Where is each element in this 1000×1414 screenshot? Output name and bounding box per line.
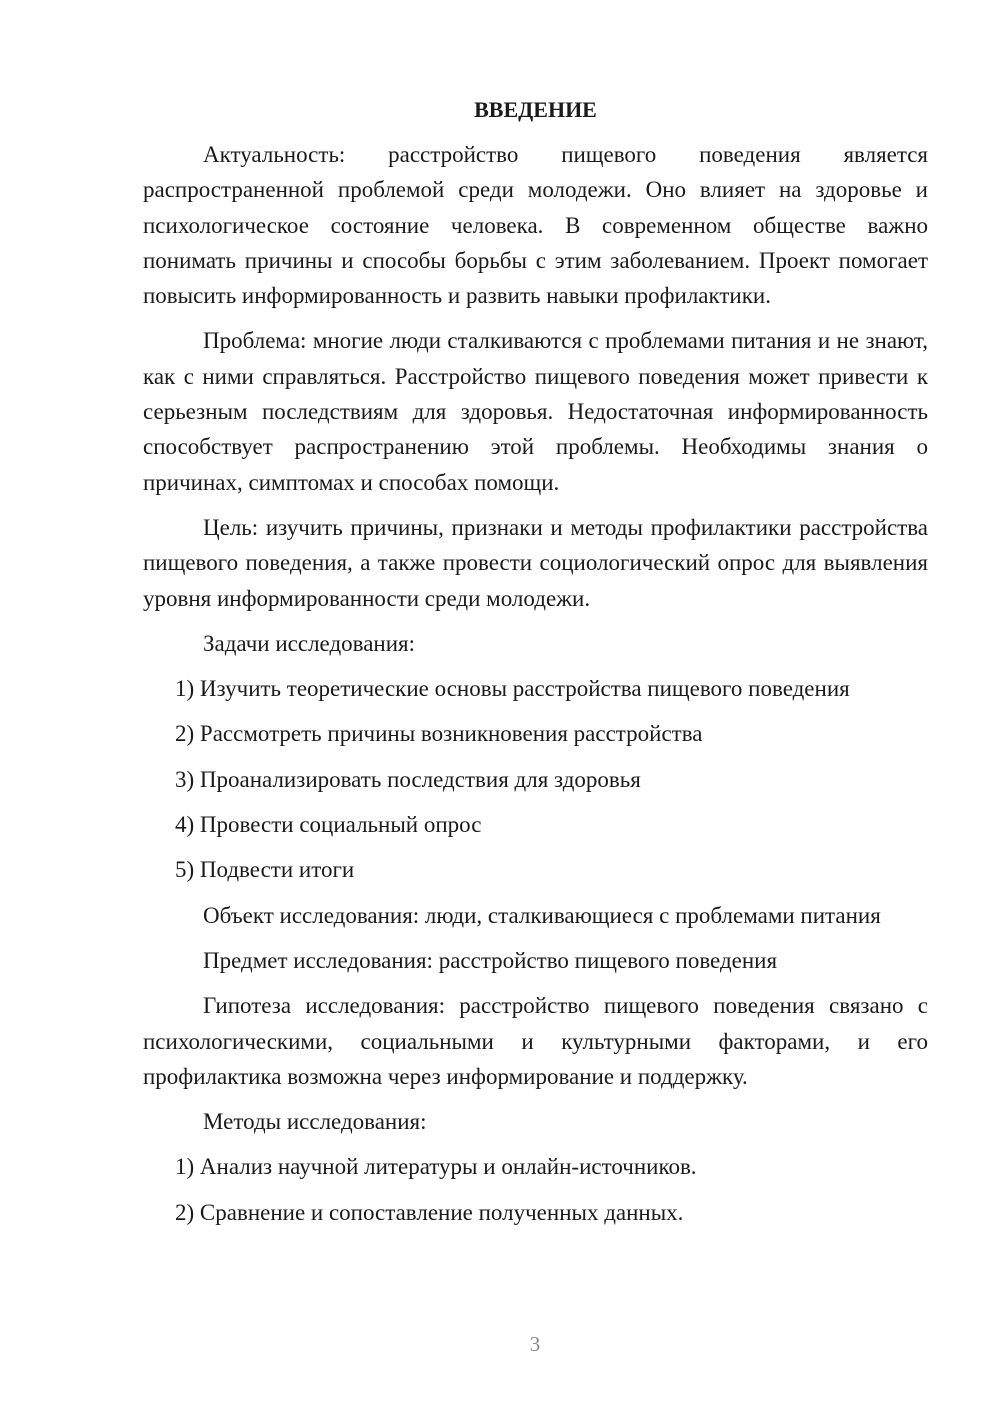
task-item: 3) Проанализировать последствия для здоровья	[175, 766, 641, 792]
subject-paragraph: Предмет исследования: расстройство пищевого поведения	[203, 947, 778, 973]
tasks-heading: Задачи исследования:	[203, 630, 416, 656]
page-number: 3	[529, 1332, 541, 1356]
tasks-list	[143, 671, 928, 887]
problem-paragraph: Проблема: многие люди сталкиваются с проблемами питания и не знают, как с ними справляться. Расстройство пищевого поведения может привести к серьезным последствиям для здоровья. Недостаточная информированность способствует распространению этой проблемы. Необходимы знания о причинах, симптомах и способах помощи.	[143, 328, 928, 495]
task-item: 1) Изучить теоретические основы расстройства пищевого поведения	[175, 676, 850, 702]
page-content	[143, 95, 928, 1240]
methods-list	[143, 1149, 928, 1230]
task-item: 5) Подвести итоги	[175, 857, 355, 883]
relevance-paragraph: Актуальность: расстройство пищевого поведения является распространенной проблемой среди молодежи. Оно влияет на здоровье и психологическое состояние человека. В современном обществе важно понимать причины и способы борьбы с этим заболеванием. Проект помогает повысить информированность и развить навыки профилактики.	[143, 142, 928, 309]
task-item: 4) Провести социальный опрос	[175, 812, 482, 838]
task-item: 2) Рассмотреть причины возникновения расстройства	[175, 721, 703, 747]
hypothesis-paragraph: Гипотеза исследования: расстройство пищевого поведения связано с психологическими, социальными и культурными факторами, и его профилактика возможна через информирование и поддержку.	[143, 993, 928, 1089]
goal-paragraph: Цель: изучить причины, признаки и методы профилактики расстройства пищевого поведения, а также провести социологический опрос для выявления уровня информированности среди молодежи.	[143, 514, 928, 611]
page-title: ВВЕДЕНИЕ	[474, 97, 597, 122]
method-item: 2) Сравнение и сопоставление полученных данных.	[175, 1199, 684, 1225]
method-item: 1) Анализ научной литературы и онлайн-источников.	[175, 1154, 697, 1180]
object-paragraph: Объект исследования: люди, сталкивающиеся с проблемами питания	[203, 902, 881, 928]
methods-heading: Методы исследования:	[203, 1109, 427, 1135]
